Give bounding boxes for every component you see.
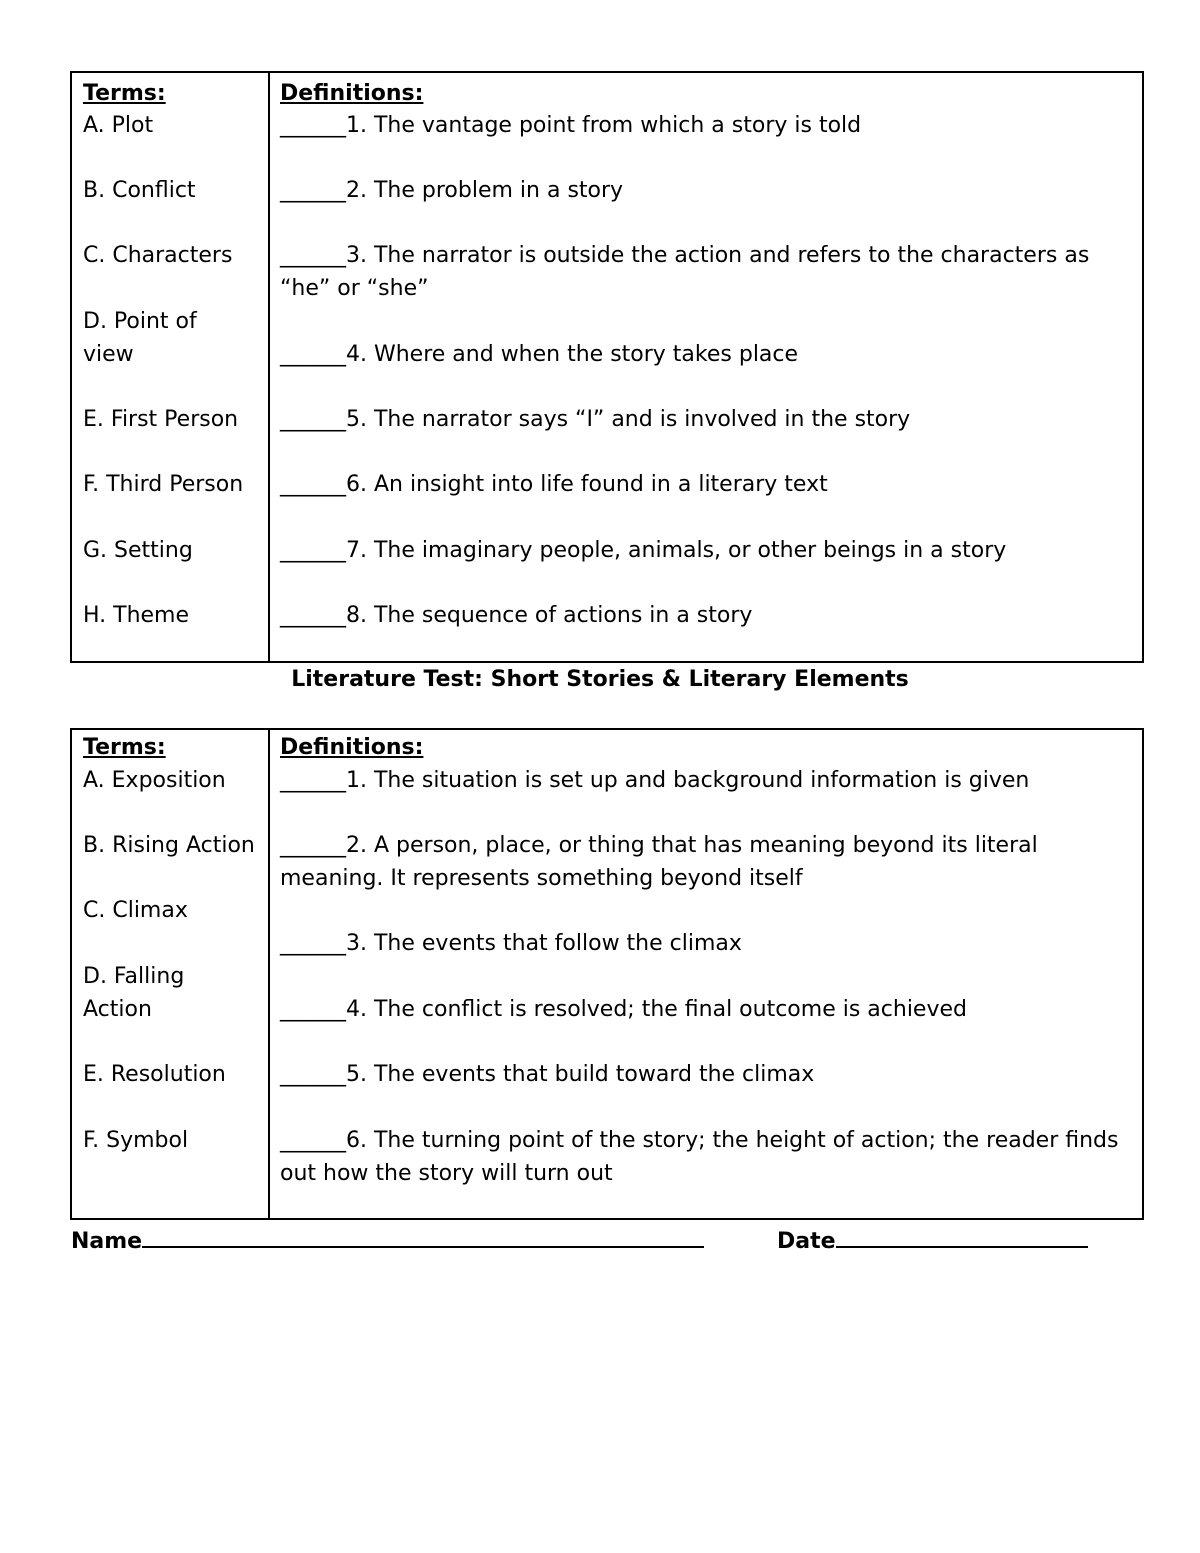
term-item: B. Rising Action [83, 833, 255, 858]
definition-item: ______4. Where and when the story takes place [280, 342, 799, 367]
definition-item: ______6. The turning point of the story; the height of action; the reader finds out how the story will turn out [280, 1128, 1119, 1186]
terms-definitions-table-2 [70, 728, 1144, 1220]
terms-column [72, 73, 270, 661]
term-item: B. Conflict [83, 178, 196, 203]
definition-item: ______8. The sequence of actions in a story [280, 603, 753, 628]
definition-item: ______7. The imaginary people, animals, or other beings in a story [280, 538, 1007, 563]
terms-header: Terms: [83, 81, 166, 106]
test-title: Literature Test: Short Stories & Literary Elements [291, 667, 909, 692]
definitions-header: Definitions: [280, 81, 424, 106]
terms-column [72, 730, 270, 1218]
definition-item: ______2. A person, place, or thing that has meaning beyond its literal meaning. It represents something beyond itself [280, 833, 1038, 891]
name-field [71, 1222, 704, 1258]
definitions-header: Definitions: [280, 735, 424, 760]
definition-item: ______1. The vantage point from which a story is told [280, 113, 862, 138]
terms-definitions-table-1 [70, 71, 1144, 663]
definition-item: ______3. The events that follow the climax [280, 931, 742, 956]
term-item: C. Climax [83, 898, 188, 923]
name-blank-line[interactable] [142, 1222, 704, 1248]
definitions-column [270, 73, 1142, 661]
term-item: F. Third Person [83, 472, 244, 497]
name-label: Name [71, 1229, 143, 1254]
definitions-column [270, 730, 1142, 1218]
definition-item: ______5. The events that build toward the climax [280, 1062, 815, 1087]
term-item: E. Resolution [83, 1062, 226, 1087]
definition-item: ______2. The problem in a story [280, 178, 624, 203]
term-item: Action [83, 997, 152, 1022]
term-item: E. First Person [83, 407, 239, 432]
term-item: C. Characters [83, 243, 233, 268]
term-item: A. Plot [83, 113, 154, 138]
definition-item: ______1. The situation is set up and background information is given [280, 768, 1030, 793]
date-label: Date [777, 1229, 836, 1254]
term-item: G. Setting [83, 538, 193, 563]
definition-item: ______3. The narrator is outside the action and refers to the characters as “he” or “she” [280, 243, 1090, 301]
term-item: A. Exposition [83, 768, 226, 793]
term-item: view [83, 342, 134, 367]
definition-item: ______5. The narrator says “I” and is involved in the story [280, 407, 911, 432]
term-item: D. Point of [83, 309, 197, 334]
terms-header: Terms: [83, 735, 166, 760]
term-item: H. Theme [83, 603, 190, 628]
term-item: F. Symbol [83, 1128, 189, 1153]
definition-item: ______4. The conflict is resolved; the final outcome is achieved [280, 997, 967, 1022]
term-item: D. Falling [83, 964, 185, 989]
date-field [777, 1222, 1088, 1258]
date-blank-line[interactable] [836, 1222, 1088, 1248]
definition-item: ______6. An insight into life found in a literary text [280, 472, 828, 497]
